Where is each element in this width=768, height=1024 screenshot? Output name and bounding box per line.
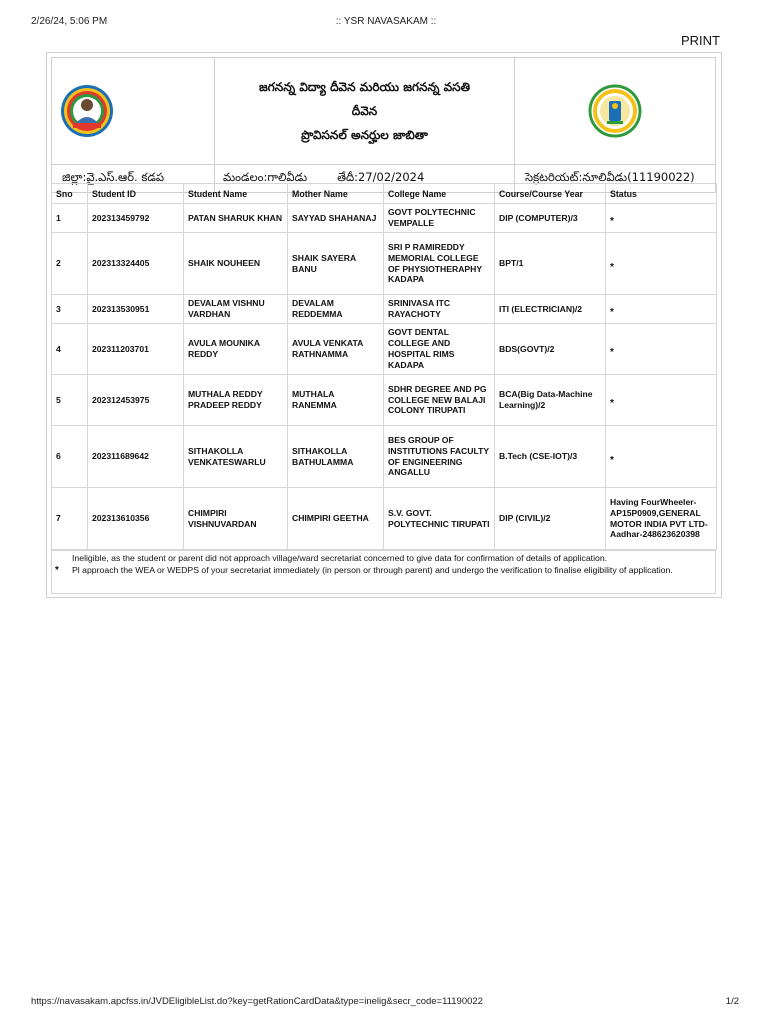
page-url: https://navasakam.apcfss.in/JVDEligibleList.do?key=getRationCardData&type=inelig&secr_code=11190022	[31, 996, 483, 1007]
secretariat-label: సెక్రటరియట్:నూలివీడు(11190022)	[515, 165, 716, 193]
cell-status: *	[610, 454, 614, 466]
cell-student-name: CHIMPIRI VISHNUVARDAN	[184, 488, 288, 550]
state-emblem-icon	[588, 84, 642, 138]
cell-college-name: BES GROUP OF INSTITUTIONS FACULTY OF ENGINEERING ANGALLU	[384, 426, 495, 488]
district-label: జిల్లా:వై.ఎస్.ఆర్. కడప	[52, 165, 215, 193]
cell-student-name: MUTHALA REDDY PRADEEP REDDY	[184, 375, 288, 426]
cell-student-name: SHAIK NOUHEEN	[184, 233, 288, 295]
cell-mother-name: MUTHALA RANEMMA	[288, 375, 384, 426]
mandal-label: మండలం:గాలివీడు	[223, 170, 308, 184]
cell-student-name: PATAN SHARUK KHAN	[184, 204, 288, 233]
report-title-cell	[215, 58, 515, 165]
cell-status: *	[610, 261, 614, 273]
cell-sno: 7	[52, 488, 88, 550]
cell-student-id: 202311203701	[88, 324, 184, 375]
cell-mother-name: CHIMPIRI GEETHA	[288, 488, 384, 550]
cell-student-id: 202313459792	[88, 204, 184, 233]
scheme-logo-icon	[59, 83, 115, 139]
report-header	[51, 57, 716, 193]
cell-sno: 1	[52, 204, 88, 233]
col-sno: Sno	[52, 184, 88, 204]
report-date: తేదీ:27/02/2024	[337, 170, 425, 184]
cell-sno: 5	[52, 375, 88, 426]
report-sheet	[46, 52, 722, 598]
table-row	[52, 233, 717, 295]
cell-status: *	[610, 347, 614, 359]
table-row	[52, 488, 717, 550]
cell-student-id: 202313530951	[88, 295, 184, 324]
col-course: Course/Course Year	[495, 184, 606, 204]
table-row	[52, 375, 717, 426]
col-status: Status	[606, 184, 717, 204]
col-student-id: Student ID	[88, 184, 184, 204]
cell-college-name: GOVT DENTAL COLLEGE AND HOSPITAL RIMS KADAPA	[384, 324, 495, 375]
report-title-line2: దీవెన	[351, 104, 378, 118]
cell-student-id: 202312453975	[88, 375, 184, 426]
cell-status: Having FourWheeler-AP15P0909,GENERAL MOTOR INDIA PVT LTD-Aadhar-248623620398	[606, 488, 717, 550]
scheme-logo-cell	[52, 58, 215, 165]
note-line2: Pl approach the WEA or WEDPS of your secretariat immediately (in person or through parent) and undergo the verification to finalise eligibility of application.	[72, 565, 673, 575]
table-row	[52, 426, 717, 488]
cell-status: *	[610, 398, 614, 410]
cell-course: BCA(Big Data-Machine Learning)/2	[495, 375, 606, 426]
print-page-title: :: YSR NAVASAKAM ::	[335, 16, 437, 27]
cell-sno: 6	[52, 426, 88, 488]
cell-sno: 2	[52, 233, 88, 295]
cell-status: *	[610, 307, 614, 319]
cell-sno: 4	[52, 324, 88, 375]
cell-mother-name: DEVALAM REDDEMMA	[288, 295, 384, 324]
cell-student-name: DEVALAM VISHNU VARDHAN	[184, 295, 288, 324]
cell-college-name: GOVT POLYTECHNIC VEMPALLE	[384, 204, 495, 233]
cell-course: BDS(GOVT)/2	[495, 324, 606, 375]
cell-student-id: 202311689642	[88, 426, 184, 488]
table-row	[52, 295, 717, 324]
col-mother-name: Mother Name	[288, 184, 384, 204]
cell-course: B.Tech (CSE-IOT)/3	[495, 426, 606, 488]
cell-mother-name: SAYYAD SHAHANAJ	[288, 204, 384, 233]
cell-course: DIP (COMPUTER)/3	[495, 204, 606, 233]
table-row	[52, 324, 717, 375]
cell-mother-name: SHAIK SAYERA BANU	[288, 233, 384, 295]
state-emblem-cell	[515, 58, 716, 165]
print-datetime: 2/26/24, 5:06 PM	[31, 16, 108, 27]
cell-course: BPT/1	[495, 233, 606, 295]
note-symbol: *	[55, 565, 59, 576]
cell-sno: 3	[52, 295, 88, 324]
table-row	[52, 204, 717, 233]
cell-student-id: 202313324405	[88, 233, 184, 295]
cell-college-name: S.V. GOVT. POLYTECHNIC TIRUPATI	[384, 488, 495, 550]
cell-college-name: SRI P RAMIREDDY MEMORIAL COLLEGE OF PHYSIOTHERAPHY KADAPA	[384, 233, 495, 295]
col-student-name: Student Name	[184, 184, 288, 204]
ineligibility-note	[51, 550, 716, 594]
report-title-line3: ప్రొవిసనల్ అనర్హుల జాబితా	[301, 128, 428, 142]
cell-mother-name: SITHAKOLLA BATHULAMMA	[288, 426, 384, 488]
cell-college-name: SDHR DEGREE AND PG COLLEGE NEW BALAJI COLONY TIRUPATI	[384, 375, 495, 426]
ineligible-students-table	[51, 183, 717, 550]
cell-mother-name: AVULA VENKATA RATHNAMMA	[288, 324, 384, 375]
cell-student-id: 202313610356	[88, 488, 184, 550]
cell-student-name: SITHAKOLLA VENKATESWARLU	[184, 426, 288, 488]
cell-college-name: SRINIVASA ITC RAYACHOTY	[384, 295, 495, 324]
col-college-name: College Name	[384, 184, 495, 204]
cell-student-name: AVULA MOUNIKA REDDY	[184, 324, 288, 375]
cell-course: ITI (ELECTRICIAN)/2	[495, 295, 606, 324]
table-header-row	[52, 184, 717, 204]
page-number: 1/2	[725, 996, 739, 1007]
cell-status: *	[610, 216, 614, 228]
report-title-line1: జగనన్న విద్యా దీవెన మరియు జగనన్న వసతి	[259, 80, 470, 94]
note-line1: Ineligible, as the student or parent did not approach village/ward secretariat concerned to give data for confirmation of details of application.	[72, 553, 608, 563]
print-link[interactable]: PRINT	[681, 33, 720, 48]
cell-course: DIP (CIVIL)/2	[495, 488, 606, 550]
